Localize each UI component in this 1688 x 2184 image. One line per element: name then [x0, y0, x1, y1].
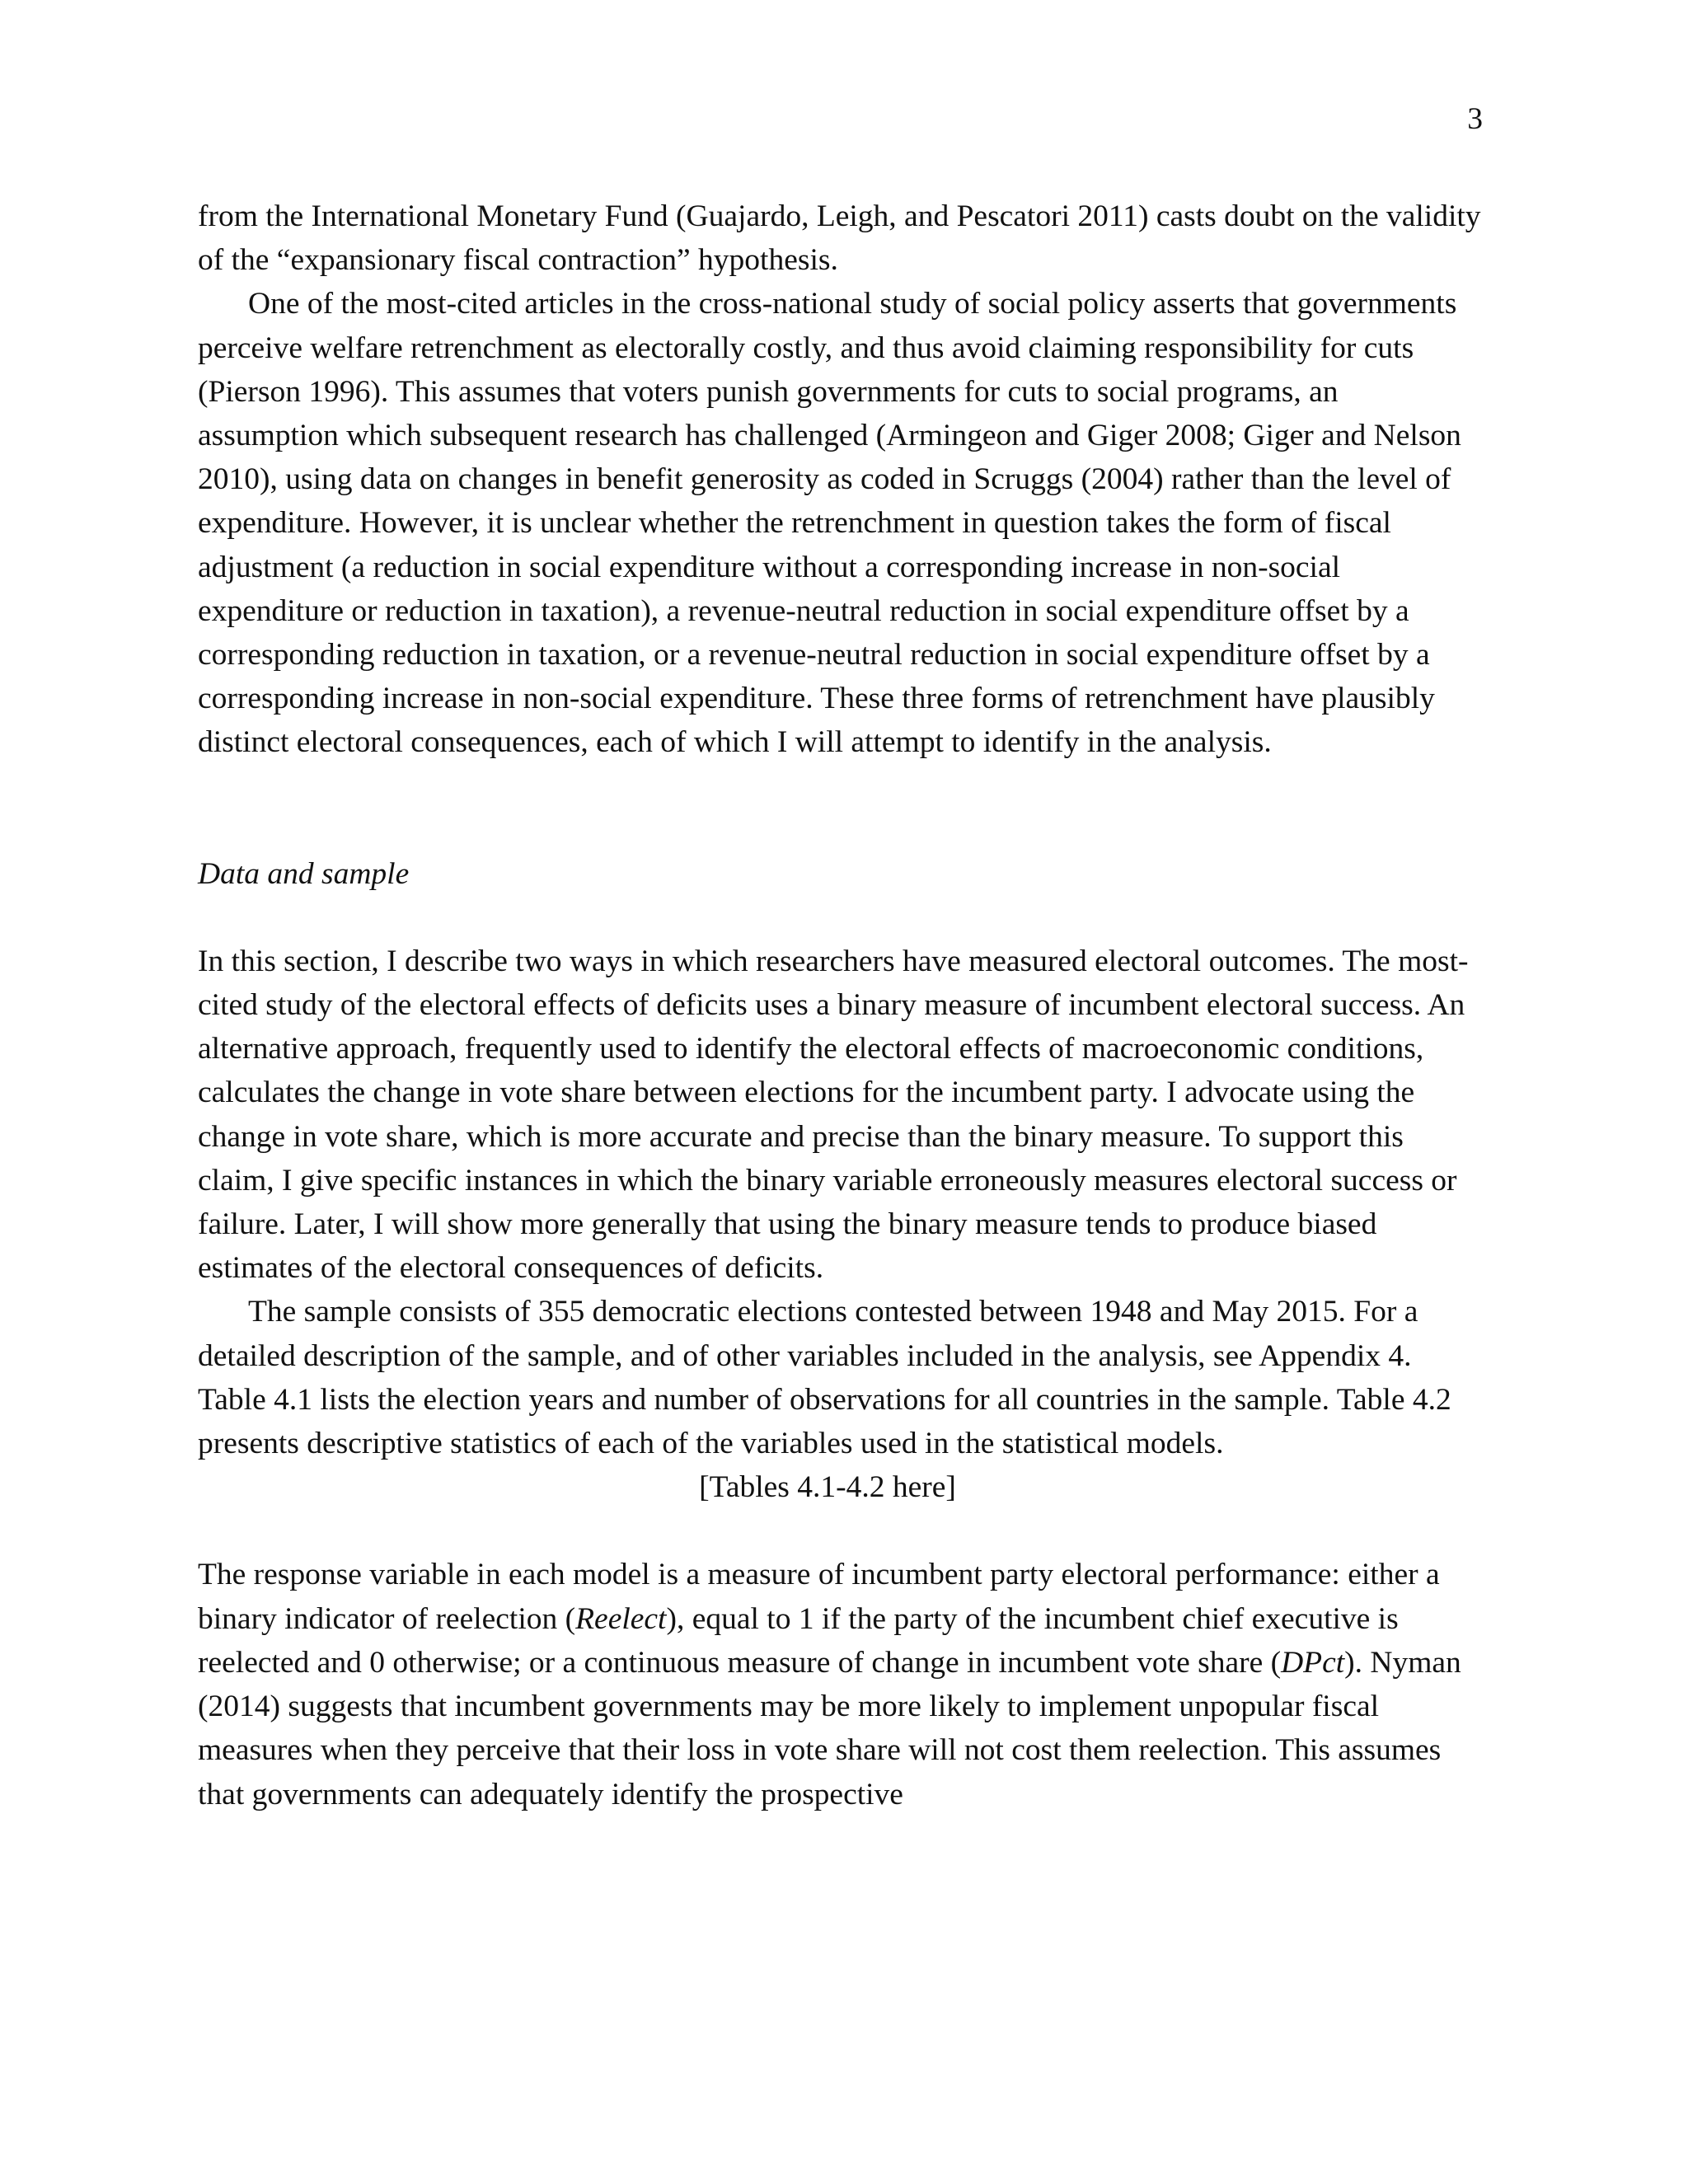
dpct-variable: DPct — [1281, 1645, 1345, 1680]
paragraph-intro-continuation: from the International Monetary Fund (Guajardo, Leigh, and Pescatori 2011) casts doubt on the validity of the “expansionary fiscal contraction” hypothesis. — [198, 199, 1481, 278]
page-number: 3 — [1467, 102, 1483, 136]
section-heading: Data and sample — [198, 856, 410, 891]
tables-placeholder: [Tables 4.1-4.2 here] — [699, 1470, 956, 1505]
response-text-2: ), equal to 1 if the party of the incumbent chief executive is reelected and 0 otherwise; or a continuous measure of change in incumbent vote share ( — [198, 1601, 1399, 1680]
response-text-3: ). Nyman (2014) suggests that incumbent governments may be more likely to implement unpopular fiscal measures when they perceive that their loss in vote share will not cost them reelection. This assumes that governments can adequately identify the prospective — [198, 1645, 1461, 1811]
paragraph-measurement: In this section, I describe two ways in which researchers have measured electoral outcomes. The most-cited study of the electoral effects of deficits uses a binary measure of incumbent electoral success. An alternative approach, frequently used to identify the electoral effects of macroeconomic conditions, calculates the change in vote share between elections for the incumbent party. I advocate using the change in vote share, which is more accurate and precise than the binary measure. To support this claim, I give specific instances in which the binary variable erroneously measures electoral success or failure. Later, I will show more generally that using the binary measure tends to produce biased estimates of the electoral consequences of deficits. — [198, 944, 1469, 1286]
response-text-1: The response variable in each model is a measure of incumbent party electoral performance: either a binary indicator of reelection ( — [198, 1558, 1440, 1636]
paragraph-sample: The sample consists of 355 democratic elections contested between 1948 and May 2015. For a detailed description of the sample, and of other variables included in the analysis, see Appendix 4. Table 4.1 lists the election years and number of observations for all countries in the sample. Table 4.2 presents descriptive statistics of each of the variables used in the statistical models. — [198, 1295, 1451, 1461]
document-body — [198, 194, 1482, 1816]
paragraph-response-variable — [198, 1553, 1482, 1816]
paragraph-retrenchment: One of the most-cited articles in the cross-national study of social policy asserts that governments perceive welfare retrenchment as electorally costly, and thus avoid claiming responsibility for cuts (Pierson 1996). This assumes that voters punish governments for cuts to social programs, an assumption which subsequent research has challenged (Armingeon and Giger 2008; Giger and Nelson 2010), using data on changes in benefit generosity as coded in Scruggs (2004) rather than the level of expenditure. However, it is unclear whether the retrenchment in question takes the form of fiscal adjustment (a reduction in social expenditure without a corresponding increase in non-social expenditure or reduction in taxation), a revenue-neutral reduction in social expenditure offset by a corresponding reduction in taxation, or a revenue-neutral reduction in social expenditure offset by a corresponding increase in non-social expenditure. These three forms of retrenchment have plausibly distinct electoral consequences, each of which I will attempt to identify in the analysis. — [198, 287, 1461, 760]
reelect-variable: Reelect — [575, 1601, 667, 1636]
